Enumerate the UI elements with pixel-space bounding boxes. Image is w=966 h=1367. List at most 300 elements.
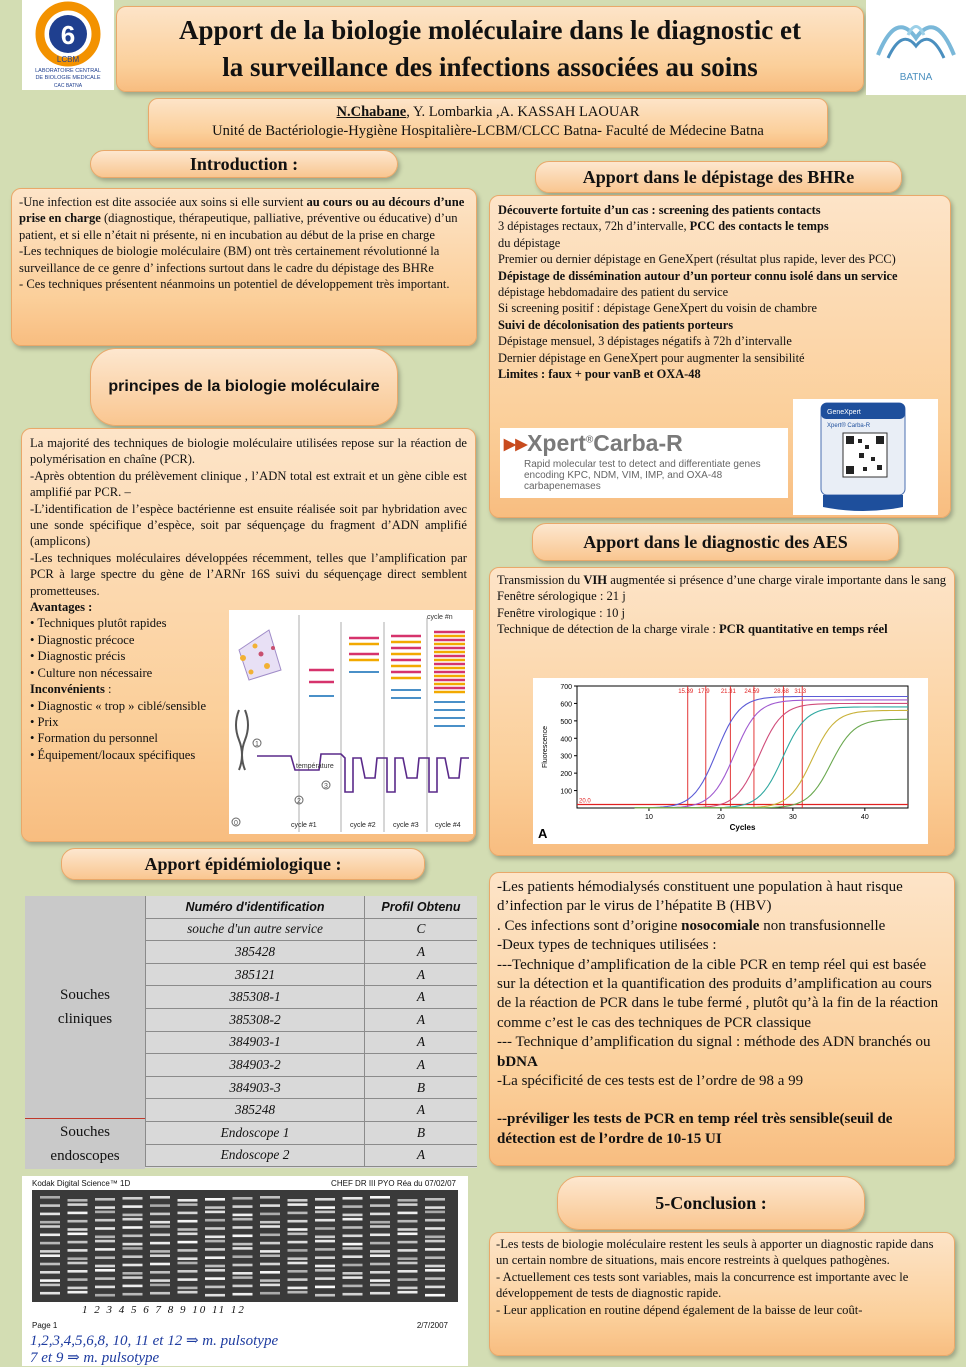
gel-band [95, 1269, 115, 1272]
table-row [146, 1121, 478, 1144]
gel-band [288, 1212, 308, 1215]
gel-band [260, 1225, 280, 1228]
gel-band [95, 1219, 115, 1222]
y-tick-label: 600 [560, 701, 572, 709]
svg-text:1: 1 [255, 741, 259, 748]
gel-band [123, 1264, 143, 1267]
gel-band [343, 1247, 363, 1250]
gel-band [370, 1279, 390, 1282]
gel-band [178, 1203, 198, 1206]
group-clinical-label: Souches cliniques [25, 896, 145, 1118]
table-row [146, 1144, 478, 1167]
gel-band [95, 1248, 115, 1251]
gel-band [343, 1276, 363, 1279]
aes-box: Transmission du VIH augmentée si présence d’une charge virale importante dans le sang Fenêtre sérologique : 21 j Fenêtre virologique : 10 j Technique de détection de la charge virale : PCR quantitative en temps réel [489, 567, 955, 856]
gel-band [95, 1236, 115, 1239]
affiliation: Unité de Bactériologie-Hygiène Hospitalière-LCBM/CLCC Batna- Faculté de Médecine Batna [212, 123, 764, 139]
gel-band [398, 1220, 418, 1223]
co-authors: , Y. Lombarkia ,A. KASSAH LAOUAR [406, 104, 640, 120]
profile-cell: B [365, 1121, 478, 1144]
svg-text:DE BIOLOGIE MEDICALE: DE BIOLOGIE MEDICALE [35, 75, 101, 81]
gel-band [178, 1257, 198, 1260]
svg-text:cycle #3: cycle #3 [393, 822, 419, 829]
profile-cell: A [365, 963, 478, 986]
gel-band [260, 1213, 280, 1216]
gel-band [315, 1236, 335, 1239]
gel-band [425, 1269, 445, 1272]
svg-text:GeneXpert: GeneXpert [827, 409, 861, 416]
gel-band [425, 1277, 445, 1280]
xpert-carba-banner: ▸▸Xpert®Carba-R Rapid molecular test to detect and differentiate genes encoding KPC, NDM, VIM, IMP, and OXA-48 carbapenemases [500, 428, 788, 498]
gel-band [178, 1241, 198, 1244]
gel-band [260, 1292, 280, 1295]
gel-band [95, 1206, 115, 1209]
gel-band [205, 1277, 225, 1280]
gel-band [150, 1254, 170, 1257]
gel-band [40, 1221, 60, 1224]
gel-band [425, 1219, 445, 1222]
gel-band [95, 1286, 115, 1289]
strain-id-cell: 385308-2 [146, 1008, 365, 1031]
gel-band [288, 1249, 308, 1252]
gel-band [288, 1199, 308, 1202]
profile-cell: A [365, 1144, 478, 1167]
gel-band [178, 1249, 198, 1252]
gel-band [343, 1264, 363, 1267]
gel-band [370, 1284, 390, 1287]
gel-band [398, 1287, 418, 1290]
gel-band [315, 1248, 335, 1251]
gel-band [205, 1236, 225, 1239]
gel-band [260, 1250, 280, 1253]
gel-band [95, 1198, 115, 1201]
gel-band [260, 1204, 280, 1207]
gel-band [40, 1263, 60, 1266]
gel-band [233, 1255, 253, 1258]
gel-band [343, 1214, 363, 1217]
gel-band [68, 1220, 88, 1223]
table-row [146, 1076, 478, 1099]
strain-id-cell: 384903-3 [146, 1076, 365, 1099]
gel-band [425, 1265, 445, 1268]
profile-cell: A [365, 1008, 478, 1031]
gel-band [123, 1205, 143, 1208]
gel-band [425, 1294, 445, 1297]
gel-band [123, 1226, 143, 1229]
principes-heading: principes de la biologie moléculaire [90, 348, 398, 426]
ct-label: 24.59 [744, 689, 760, 695]
gel-band [260, 1284, 280, 1287]
gel-band [233, 1218, 253, 1221]
profile-cell: A [365, 986, 478, 1009]
svg-text:LABORATOIRE CENTRAL: LABORATOIRE CENTRAL [35, 68, 101, 74]
gel-band [370, 1292, 390, 1295]
gel-band [315, 1256, 335, 1259]
gel-band [288, 1257, 308, 1260]
svg-text:cycle #n: cycle #n [427, 614, 453, 621]
svg-text:0: 0 [234, 820, 238, 827]
y-tick-label: 300 [560, 753, 572, 761]
gel-band [288, 1220, 308, 1223]
gel-band [398, 1278, 418, 1281]
y-tick-label: 700 [560, 684, 572, 691]
principes-box: La majorité des techniques de biologie moléculaire utilisées repose sur la réaction de polymérisation en chaîne (PCR). -Après obtention du prélèvement clinique , l’ADN total est extrait et un gène cible est amplifié par PCR. – -L’identification de l’espèce bactérienne est ensuite réalisée soit par hybridation avec une sonde spécifique d’espèce, soit par séquençage du fragment d’ADN amplifié (amplicons) -Les techniques moléculaires développées récemment, telles que l’amplification par PCR à large spectre du gène de l’ARNr 16S suivi du séquençage direct semblent prometteuses. Avantages : • Techniques plutôt rapides • Diagnostic précoce • Diagnostic précis • Culture non nécessaire Inconvénients : • Diagnostic « trop » ciblé/sensible • Prix • Formation du personnel • Équipement/locaux spécifiques [21, 428, 476, 842]
gel-band [233, 1276, 253, 1279]
pfge-gel-photo: Kodak Digital Science™ 1D CHEF DR III PYO Réa du 07/02/07 1 2 3 4 5 6 7 8 9 10 11 12 Page 1 2/7/2007 1,2,3,4,5,6,8, 10, 11 et 12 ⇒ m. pulsotype 7 et 9 ⇒ m. pulsotype [22, 1176, 468, 1366]
gel-band [205, 1198, 225, 1201]
x-tick-label: 30 [788, 814, 797, 821]
profile-cell: A [365, 941, 478, 964]
table-row [146, 941, 478, 964]
gel-band [398, 1228, 418, 1231]
gel-band [205, 1294, 225, 1297]
gel-band [150, 1263, 170, 1266]
epidemio-heading: Apport épidémiologique : [61, 848, 425, 880]
y-tick-label: 400 [560, 736, 572, 744]
gel-band [315, 1294, 335, 1297]
gel-band [40, 1271, 60, 1274]
gel-band [150, 1242, 170, 1245]
gel-band [205, 1256, 225, 1259]
gel-band [123, 1293, 143, 1296]
profile-cell: C [365, 918, 478, 941]
gel-band [425, 1286, 445, 1289]
threshold-label: 20.0 [579, 798, 591, 805]
x-tick-label: 20 [717, 814, 725, 821]
gel-band [398, 1249, 418, 1252]
gel-band [233, 1272, 253, 1275]
gel-band [68, 1241, 88, 1244]
table-row [146, 918, 478, 941]
gel-band [95, 1240, 115, 1243]
gel-band [178, 1278, 198, 1281]
ct-label: 28.68 [773, 689, 789, 695]
gel-band [68, 1233, 88, 1236]
gel-band [425, 1227, 445, 1230]
svg-text:CAC BATNA: CAC BATNA [53, 83, 83, 89]
gel-band [260, 1254, 280, 1257]
ct-label: 17.9 [697, 689, 710, 695]
gel-band [343, 1285, 363, 1288]
gel-band [233, 1205, 253, 1208]
gel-band [343, 1255, 363, 1258]
bhre-box: Découverte fortuite d’un cas : screening des patients contacts 3 dépistages rectaux, 72h d’intervalle, PCC des contacts le temps du dépistage Premier ou dernier dépistage en GeneXpert (résultat plus rapide, lever des PCC) Dépistage de dissémination autour d’un porteur connu isolé dans un service dépistage hebdomadaire des patient du service Si screening positif : dépistage GeneXpert du voisin de chambre Suivi de décolonisation des patients porteurs Dépistage mensuel, 3 dépistages négatifs à 72h d’intervalle Dernier dépistage en GeneXpert pour augmenter la sensibilité Limites : faux + pour vanB et OXA-48 [489, 195, 951, 518]
gel-band [205, 1240, 225, 1243]
gel-band [233, 1247, 253, 1250]
gel-band [205, 1219, 225, 1222]
gel-band [315, 1198, 335, 1201]
table-row [146, 1031, 478, 1054]
gel-band [205, 1206, 225, 1209]
gel-band [40, 1242, 60, 1245]
group-endoscope-label: Souches endoscopes [25, 1118, 145, 1169]
strain-id-cell: 385121 [146, 963, 365, 986]
gel-band [370, 1221, 390, 1224]
gel-band [398, 1212, 418, 1215]
gel-band [425, 1256, 445, 1259]
strain-id-cell: Endoscope 1 [146, 1121, 365, 1144]
gel-band [288, 1233, 308, 1236]
gel-band [178, 1291, 198, 1294]
gel-band [123, 1197, 143, 1200]
gel-band [370, 1196, 390, 1199]
profile-cell: A [365, 1099, 478, 1122]
gel-band [205, 1286, 225, 1289]
gel-band [150, 1213, 170, 1216]
strain-id-cell: 384903-1 [146, 1031, 365, 1054]
gel-band [68, 1270, 88, 1273]
ct-label: 15.39 [678, 689, 694, 695]
strain-id-cell: 385248 [146, 1099, 365, 1122]
strain-id-cell: 385428 [146, 941, 365, 964]
gel-band [425, 1198, 445, 1201]
table-row [146, 1008, 478, 1031]
gel-band [233, 1235, 253, 1238]
gel-band [150, 1279, 170, 1282]
svg-text:cycle #1: cycle #1 [291, 822, 317, 829]
gel-band [68, 1212, 88, 1215]
gel-band [68, 1249, 88, 1252]
gel-band [150, 1271, 170, 1274]
gel-band [205, 1211, 225, 1214]
svg-text:6: 6 [60, 20, 76, 50]
gel-band [68, 1287, 88, 1290]
y-tick-label: 500 [560, 718, 572, 726]
gel-band [150, 1250, 170, 1253]
gel-band [40, 1292, 60, 1295]
svg-text:température: température [296, 763, 334, 770]
gel-band [288, 1270, 308, 1273]
gel-band [288, 1287, 308, 1290]
gel-band [315, 1269, 335, 1272]
gel-band [178, 1220, 198, 1223]
y-axis-label: Fluorescence [542, 725, 549, 769]
gel-band [425, 1248, 445, 1251]
gel-band [123, 1218, 143, 1221]
gel-band [260, 1271, 280, 1274]
conclusion-heading: 5-Conclusion : [557, 1176, 865, 1230]
strain-id-cell: 385308-1 [146, 986, 365, 1009]
gel-band [425, 1211, 445, 1214]
gel-band [178, 1287, 198, 1290]
gel-band [398, 1241, 418, 1244]
gel-band [40, 1254, 60, 1257]
gel-band [178, 1262, 198, 1265]
gel-band [178, 1233, 198, 1236]
profile-cell: B [365, 1076, 478, 1099]
table-row [146, 1054, 478, 1077]
y-tick-label: 200 [560, 771, 572, 779]
gel-band [205, 1248, 225, 1251]
gel-band [315, 1227, 335, 1230]
gel-band [205, 1269, 225, 1272]
strain-id-cell: Endoscope 2 [146, 1144, 365, 1167]
gel-band [150, 1284, 170, 1287]
x-tick-label: 10 [645, 814, 653, 821]
ct-label: 31.3 [794, 689, 807, 695]
introduction-box: -Une infection est dite associée aux soins si elle survient au cours ou au décours d’une prise en charge (diagnostique, thérapeutique, palliative, préventive ou éducative) d’un patient, et si elle n’était ni présente, ni en incubation au début de la prise en charge -Les techniques de biologie moléculaire (BM) ont très certainement révolutionné la surveillance de ce genre d’ infections surtout dans le cadre du dépistage des BHRe - Ces techniques présentent néanmoins un potentiel de développement très important. [11, 188, 477, 346]
svg-text:cycle #2: cycle #2 [350, 822, 376, 829]
gel-band [370, 1250, 390, 1253]
gel-band [398, 1233, 418, 1236]
gel-band [233, 1285, 253, 1288]
gel-band [68, 1203, 88, 1206]
gel-band [178, 1212, 198, 1215]
x-tick-label: 40 [860, 814, 869, 821]
chart-panel-letter: A [538, 826, 548, 841]
gel-band [315, 1219, 335, 1222]
conclusion-box: -Les tests de biologie moléculaire restent les seuls à apporter un diagnostic rapide dans un certain nombre de situations, mais encore restreints à quelques pathogènes. - Actuellement ces tests sont variables, mais la concurrence est importante avec le développement de tests de diagnostic rapide. - Leur application en routine dépend également de la baisse de leur coût- [489, 1232, 955, 1356]
gel-band [68, 1278, 88, 1281]
lcbm-logo [22, 0, 114, 90]
gel-band [205, 1227, 225, 1230]
gel-band [425, 1236, 445, 1239]
gel-band [123, 1272, 143, 1275]
gel-band [68, 1228, 88, 1231]
gel-band [95, 1256, 115, 1259]
gel-band [123, 1247, 143, 1250]
gel-band [425, 1240, 445, 1243]
gel-band [260, 1221, 280, 1224]
pcr-cycle-figure [229, 610, 473, 834]
gel-band [95, 1265, 115, 1268]
gel-band [233, 1197, 253, 1200]
gel-band [398, 1291, 418, 1294]
gel-band [233, 1243, 253, 1246]
gel-band [370, 1234, 390, 1237]
hbv-box: -Les patients hémodialysés constituent une population à haut risque d’infection par le virus de l’hépatite B (HBV) . Ces infections sont d’origine nosocomiale non transfusionnelle -Deux types de techniques utilisées : ---Technique d’amplification de la cible PCR en temp réel qui est basée sur la détection et la quantification des produits d’amplification au cours de la réaction de PCR dans le tube fermé , plutôt qu’à la fin de la réaction comme c’est le cas des techniques de PCR classique --- Technique d’amplification du signal : méthode des ADN branchés ou bDNA -La spécificité de ces tests est de l’ordre de 98 a 99 --préviliger les tests de PCR en temp réel très sensible(seuil de détection est de l’ordre de 10-15 UI [489, 872, 955, 1166]
gel-band [343, 1197, 363, 1200]
gel-band [95, 1294, 115, 1297]
gel-band [343, 1272, 363, 1275]
bhre-heading: Apport dans le dépistage des BHRe [535, 161, 902, 193]
gel-band [40, 1204, 60, 1207]
gel-band [150, 1234, 170, 1237]
gel-band [398, 1257, 418, 1260]
gel-band [370, 1213, 390, 1216]
logo-initials: LCBM [56, 55, 80, 64]
strain-id-cell: 384903-2 [146, 1054, 365, 1077]
gel-band [370, 1204, 390, 1207]
gel-band [398, 1262, 418, 1265]
gel-band [178, 1228, 198, 1231]
gel-band [343, 1205, 363, 1208]
gel-band [40, 1213, 60, 1216]
gel-band [233, 1293, 253, 1296]
gel-band [150, 1196, 170, 1199]
gel-band [205, 1265, 225, 1268]
gel-band [370, 1225, 390, 1228]
table-row [146, 1099, 478, 1122]
gel-band [398, 1199, 418, 1202]
gel-band [123, 1255, 143, 1258]
gel-band [315, 1211, 335, 1214]
gel-band [233, 1214, 253, 1217]
table-row [146, 986, 478, 1009]
batna-logo [866, 0, 966, 95]
gel-band [123, 1214, 143, 1217]
gel-band [370, 1254, 390, 1257]
x-axis-label: Cycles [729, 823, 756, 832]
gel-band [68, 1257, 88, 1260]
gel-band [40, 1196, 60, 1199]
gel-band [260, 1234, 280, 1237]
gel-band [40, 1234, 60, 1237]
ct-label: 21.31 [720, 689, 736, 695]
gel-band [123, 1235, 143, 1238]
y-tick-label: 100 [560, 788, 572, 796]
gel-band [95, 1211, 115, 1214]
gel-band [343, 1235, 363, 1238]
gel-band [370, 1263, 390, 1266]
profile-cell: A [365, 1031, 478, 1054]
gel-band [178, 1199, 198, 1202]
gel-band [123, 1243, 143, 1246]
gel-band [40, 1279, 60, 1282]
gel-band [343, 1226, 363, 1229]
gel-band [68, 1291, 88, 1294]
gel-band [150, 1225, 170, 1228]
gel-band [95, 1227, 115, 1230]
svg-text:3: 3 [324, 783, 328, 790]
gel-band [343, 1243, 363, 1246]
qpcr-amplification-chart [533, 678, 928, 844]
table-row [146, 963, 478, 986]
gel-band [370, 1242, 390, 1245]
gel-band [288, 1291, 308, 1294]
introduction-heading: Introduction : [90, 150, 398, 178]
gel-band [150, 1292, 170, 1295]
gel-band [40, 1225, 60, 1228]
gel-band [260, 1263, 280, 1266]
gel-band [40, 1250, 60, 1253]
gel-band [425, 1206, 445, 1209]
gel-band [95, 1277, 115, 1280]
gel-band [260, 1196, 280, 1199]
gel-band [288, 1203, 308, 1206]
gel-band [178, 1270, 198, 1273]
profile-cell: A [365, 1054, 478, 1077]
gel-band [233, 1226, 253, 1229]
xpert-cartridge-photo [793, 399, 938, 515]
gel-band [288, 1228, 308, 1231]
gel-band [343, 1293, 363, 1296]
gel-band [233, 1264, 253, 1267]
gel-band [315, 1206, 335, 1209]
gel-band [150, 1204, 170, 1207]
svg-text:Xpert® Carba-R: Xpert® Carba-R [827, 423, 871, 429]
gel-band [398, 1203, 418, 1206]
aes-heading: Apport dans le diagnostic des AES [532, 523, 899, 561]
gel-band [315, 1265, 335, 1268]
gel-band [288, 1262, 308, 1265]
gel-band [123, 1285, 143, 1288]
gel-band [150, 1221, 170, 1224]
plot-area [577, 686, 908, 808]
gel-band [398, 1270, 418, 1273]
gel-band [343, 1218, 363, 1221]
gel-band [40, 1284, 60, 1287]
gel-band [288, 1241, 308, 1244]
gel-band [288, 1278, 308, 1281]
gel-band [315, 1286, 335, 1289]
poster-title: Apport de la biologie moléculaire dans le diagnostic et la surveillance des infections associées au soins [116, 6, 864, 92]
svg-text:BATNA: BATNA [899, 72, 933, 83]
gel-band [68, 1199, 88, 1202]
gel-band [123, 1276, 143, 1279]
authors-block [148, 98, 828, 148]
gel-band [260, 1279, 280, 1282]
